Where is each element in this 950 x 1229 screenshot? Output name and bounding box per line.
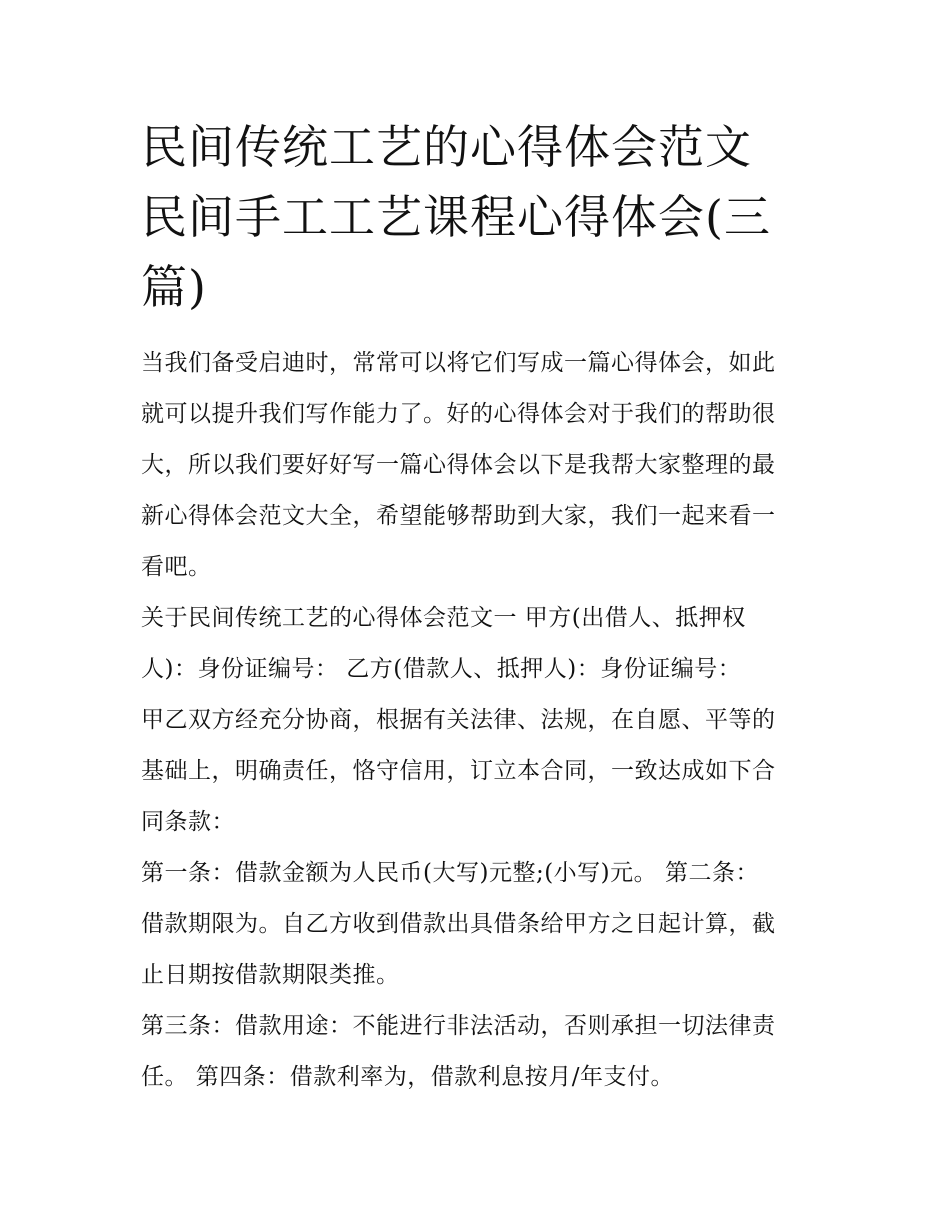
title-line: 民间传统工艺的心得体会范文 [141, 120, 752, 174]
parties-paragraph [141, 593, 813, 695]
text-line: 借款期限为。自乙方收到借款出具借条给甲方之日起计算，截 [141, 911, 776, 937]
text-line: 甲乙双方经充分协商，根据有关法律、法规，在自愿、平等的 [141, 707, 776, 733]
document-body [141, 338, 813, 1103]
document-title [141, 112, 813, 322]
text-line: 任。 第四条：借款利率为，借款利息按月/年支付。 [141, 1064, 675, 1090]
text-line: 第一条：借款金额为人民币(大写)元整;(小写)元。 第二条： [141, 860, 759, 886]
text-line: 关于民间传统工艺的心得体会范文一 甲方(出借人、抵押权 [141, 605, 746, 631]
text-line: 看吧。 [141, 554, 212, 580]
intro-paragraph [141, 338, 813, 593]
text-line: 当我们备受启迪时，常常可以将它们写成一篇心得体会，如此 [141, 350, 776, 376]
text-line: 大，所以我们要好好写一篇心得体会以下是我帮大家整理的最 [141, 452, 776, 478]
text-line: 新心得体会范文大全，希望能够帮助到大家，我们一起来看一 [141, 503, 776, 529]
text-line: 基础上，明确责任，恪守信用，订立本合同，一致达成如下合 [141, 758, 776, 784]
text-line: 止日期按借款期限类推。 [141, 962, 400, 988]
clause-paragraph [141, 848, 813, 1001]
title-line: 民间手工工艺课程心得体会(三 [141, 190, 771, 244]
text-line: 同条款： [141, 809, 235, 835]
text-line: 第三条：借款用途：不能进行非法活动，否则承担一切法律责 [141, 1013, 776, 1039]
agreement-paragraph [141, 695, 813, 848]
title-line: 篇) [141, 260, 207, 314]
clause-paragraph [141, 1001, 813, 1103]
text-line: 人)：身份证编号： 乙方(借款人、抵押人)：身份证编号： [141, 656, 742, 682]
text-line: 就可以提升我们写作能力了。好的心得体会对于我们的帮助很 [141, 401, 776, 427]
document-page [141, 112, 813, 1103]
